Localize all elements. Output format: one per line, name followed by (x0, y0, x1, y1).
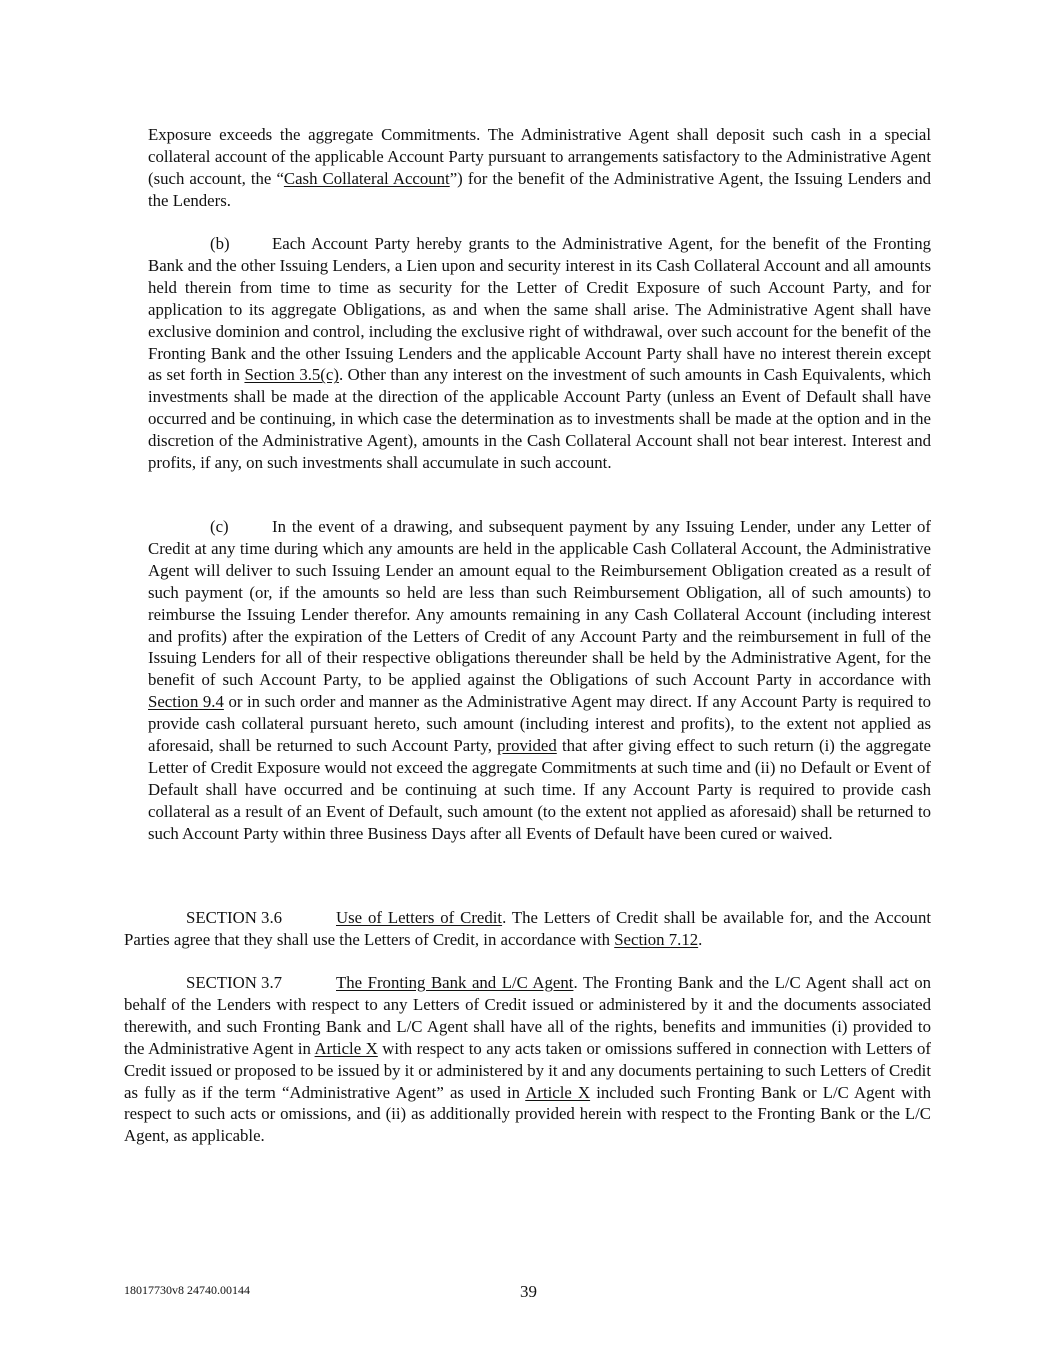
paragraph-c-text-1: In the event of a drawing, and subsequent payment by any Issuing Lender, under any Letter of Credit at any time during which any amounts are held in the applicable Cash Collateral Account, the Administrative Agent will deliver to such Issuing Lender an amount equal to the Reimbursement Obligation created as a result of such payment (or, if the amounts so held are less than such Reimbursement Obligation, all of such amounts) to reimburse the Issuing Lender therefor. Any amounts remaining in any Cash Collateral Account (including interest and profits) after the expiration of the Letters of Credit of any Account Party and the reimbursement in full of the Issuing Lenders for all of their respective obligations thereunder shall be held by the Administrative Agent, for the benefit of such Account Party, to be applied against the Obligations of such Account Party in accordance with (148, 517, 931, 690)
paragraph-a-text-1: Exposure exceeds the aggregate Commitments. The Administrative Agent shall deposit such cash in a special collateral account of the applicable Account Party pursuant to arrangements satisfactory to the Administrative Agent (such account, the “ (148, 125, 931, 188)
section-3-7 (124, 972, 931, 1147)
paragraph-b-text-1: Each Account Party hereby grants to the Administrative Agent, for the benefit of the Fronting Bank and the other Issuing Lenders, a Lien upon and security interest in its Cash Collateral Account and all amounts held therein from time to time as security for the Letter of Credit Exposure of such Account Party, and for application to its aggregate Obligations, as and when the same shall arise. The Administrative Agent shall have exclusive dominion and control, including the exclusive right of withdrawal, over such account for the benefit of the Fronting Bank and the other Issuing Lenders and the applicable Account Party shall have no interest therein except as set forth in (148, 234, 931, 385)
paragraph-b (148, 233, 931, 474)
page-number: 39 (520, 1282, 537, 1301)
paragraph-c-label: (c) (210, 517, 229, 536)
page-number-container (0, 1282, 1055, 1302)
document-id: 18017730v8 24740.00144 (124, 1283, 250, 1297)
article-x-reference: Article X (314, 1038, 378, 1058)
paragraph-c (148, 516, 931, 845)
section-3-6-text-1: . The Letters of Credit shall be available for, and the Account Parties agree that they shall use the Letters of Credit, in accordance with (124, 908, 931, 949)
cash-collateral-account-term: Cash Collateral Account (283, 168, 450, 188)
paragraph-c-text-3: that after giving effect to such return (i) the aggregate Letter of Credit Exposure would not exceed the aggregate Commitments at such time and (ii) no Default or Event of Default shall have occurred and be continuing at such time. If any Account Party is required to provide cash collateral as a result of an Event of Default, such amount (to the extent not applied as aforesaid) shall be returned to such Account Party within three Business Days after all Events of Default have been cured or waived. (148, 736, 931, 843)
section-7-12-reference: Section 7.12 (614, 929, 699, 949)
article-x-reference-2: Article X (525, 1082, 591, 1102)
paragraph-a-text-2: ”) for the benefit of the Administrative Agent, the Issuing Lenders and the Lenders. (148, 168, 931, 210)
paragraph-c-text-2: or in such order and manner as the Administrative Agent may direct. If any Account Party is required to provide cash collateral pursuant hereto, such amount (including interest and profits), to the extent not applied as aforesaid, shall be returned to such Account Party, (148, 692, 931, 756)
section-3-6 (124, 907, 931, 951)
section-3-7-heading: The Fronting Bank and L/C Agent (336, 973, 574, 992)
provided-term: provided (497, 736, 557, 756)
section-9-4-reference: Section 9.4 (148, 692, 224, 712)
section-3-7-number: SECTION 3.7 (186, 973, 283, 992)
section-3-7-text-2: with respect to any acts taken or omissions suffered in connection with Letters of Credit issued or proposed to be issued by it or administered by it and any documents pertaining to such Letters of Credit as fully as if the term “Administrative Agent” as used in (124, 1038, 931, 1102)
paragraph-b-text-2: . Other than any interest on the investment of such amounts in Cash Equivalents, which investments shall be made at the direction of the applicable Account Party (unless an Event of Default shall have occurred and be continuing, in which case the determination as to investments shall be made at the option and in the discretion of the Administrative Agent), amounts in the Cash Collateral Account shall not bear interest. Interest and profits, if any, on such investments shall accumulate in such account. (148, 365, 931, 473)
paragraph-a-continuation (148, 124, 931, 212)
paragraph-b-label: (b) (210, 234, 230, 253)
section-3-7-text-1: . The Fronting Bank and the L/C Agent shall act on behalf of the Lenders with respect to any Letters of Credit issued or administered by it and the documents associated therewith, and such Fronting Bank and L/C Agent shall have all of the rights, benefits and immunities (i) provided to the Administrative Agent in (124, 973, 931, 1058)
section-3-7-text-3: included such Fronting Bank or L/C Agent with respect to such acts or omissions, and (ii) as additionally provided herein with respect to the Fronting Bank or the L/C Agent, as applicable. (124, 1082, 932, 1146)
section-3-5c-reference: Section 3.5(c) (244, 365, 339, 385)
section-3-6-number: SECTION 3.6 (186, 908, 283, 927)
section-3-6-text-2: . (698, 929, 703, 949)
section-3-6-heading: Use of Letters of Credit (336, 908, 503, 927)
